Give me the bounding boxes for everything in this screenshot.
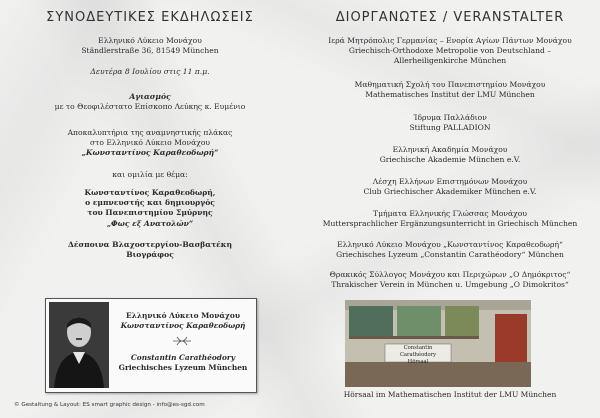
organizer-line: Ίδρυμα Παλλάδιον [413, 113, 487, 122]
organizer-line: Λέσχη Ελλήνων Επιστημόνων Μονάχου [372, 177, 528, 186]
organizer-line: Allerheiligenkirche München [393, 56, 507, 66]
card-german [112, 353, 254, 373]
card-line2: Κωνσταντίνος Καραθεοδωρή [120, 321, 246, 330]
credits-footer: © Gestaltung & Layout: ES smart graphic design - info@es-sgd.com [14, 402, 205, 408]
organizer-line: Ιερά Μητρόπολις Γερμανίας – Ενορία Αγίων Πάντων Μονάχου [328, 36, 572, 45]
organizer-line: Θρακικός Σύλλογος Μονάχου και Περιχώρων „Ο Δημόκριτος“ [329, 270, 571, 279]
hall-sign-line: Hörsaal [407, 359, 429, 365]
lecture-hall-photo [345, 300, 531, 387]
venue-line: Ständlerstraße 36, 81549 München [81, 46, 219, 56]
speech-title-line: ο εμπνευστής και δημιουργός [85, 198, 215, 208]
organizer-7 [300, 240, 600, 260]
event-date: Δευτέρα 8 Ιουλίου στις 11 π.μ. [90, 67, 210, 76]
organizer-line: Muttersprachlicher Ergänzungsunterricht in Griechisch München [322, 219, 578, 229]
card-line1: Ελληνικό Λύκειο Μονάχου [126, 311, 240, 320]
venue-line: Ελληνικό Λύκειο Μονάχου [98, 36, 202, 45]
organizer-line: Τμήματα Ελληνικής Γλώσσας Μονάχου [373, 209, 527, 218]
hall-sign [385, 345, 451, 366]
speech-title-line: του Πανεπιστημίου Σμύρνης [87, 208, 213, 218]
speech-intro: και ομιλία με θέμα: [112, 170, 188, 179]
speech-title-line: Κωνσταντίνος Καραθεοδωρή, [84, 188, 216, 197]
hall-sign-line: Constantin Carathéodory [399, 345, 437, 358]
blessing-title: Αγιασμός [129, 92, 171, 101]
lecture-hall-illustration [345, 300, 531, 387]
organizer-line: Griechische Akademie München e.V. [379, 155, 521, 165]
organizer-6 [300, 209, 600, 229]
unveiling-block [0, 128, 300, 159]
organizer-4 [300, 145, 600, 165]
speaker-block [0, 240, 300, 260]
organizer-line: Ελληνικό Λύκειο Μονάχου „Κωνσταντίνος Καραθεοδωρή“ [337, 240, 563, 249]
blessing-block [0, 92, 300, 112]
organizer-line: Μαθηματική Σχολή του Πανεπιστημίου Μονάχου [354, 80, 546, 89]
organizer-5 [300, 177, 600, 197]
unveiling-line: στο Ελληνικό Λύκειο Μονάχου [89, 138, 211, 148]
right-heading: ΔΙΟΡΓΑΝΩΤΕΣ / VERANSTALTER [335, 10, 565, 25]
unveiling-line: Αποκαλυπτήρια της αναμνηστικής πλάκας [67, 128, 233, 137]
organizer-line: Club Griechischer Akademiker München e.V. [363, 187, 537, 197]
left-heading: ΣΥΝΟΔΕΥΤΙΚΕΣ ΕΚΔΗΛΩΣΕΙΣ [46, 10, 254, 25]
organizer-8 [300, 270, 600, 290]
unveiling-name: „Κωνσταντίνος Καραθεοδωρή“ [81, 148, 219, 158]
organizer-1 [300, 36, 600, 67]
ornament-icon [171, 335, 193, 347]
organizer-2 [300, 80, 600, 100]
card-greek [112, 311, 254, 331]
organizer-line: Griechisch-Orthodoxe Metropolie von Deutschland – [348, 46, 552, 56]
school-plaque-card [45, 298, 257, 393]
venue-block [0, 36, 300, 56]
card-line3: Constantin Carathéodory [130, 353, 236, 362]
organizer-line: Ελληνική Ακαδημία Μονάχου [392, 145, 508, 154]
organizer-line: Mathematisches Institut der LMU München [365, 90, 535, 100]
speech-subtitle: „Φως εξ Ανατολών“ [106, 218, 194, 228]
card-line4: Griechisches Lyzeum München [118, 363, 248, 372]
organizer-line: Griechisches Lyzeum „Constantin Carathéodory“ München [336, 250, 564, 260]
portrait-photo [49, 302, 109, 388]
organizer-line: Stiftung PALLADION [409, 123, 491, 133]
speaker-role: Βιογράφος [126, 250, 174, 260]
portrait-illustration [49, 302, 109, 388]
speaker-name: Δέσποινα Βλαχοστεργίου-Βασβατέκη [67, 240, 233, 249]
organizer-3 [300, 113, 600, 133]
organizer-line: Thrakischer Verein in München u. Umgebung „O Dimokritos“ [331, 280, 569, 290]
blessing-text: με το Θεοφιλέστατο Επίσκοπο Λεύκης κ. Ευμένιο [54, 102, 246, 112]
speech-title-block [0, 188, 300, 229]
photo-caption: Hörsaal im Mathematischen Institut der LMU München [343, 390, 557, 399]
